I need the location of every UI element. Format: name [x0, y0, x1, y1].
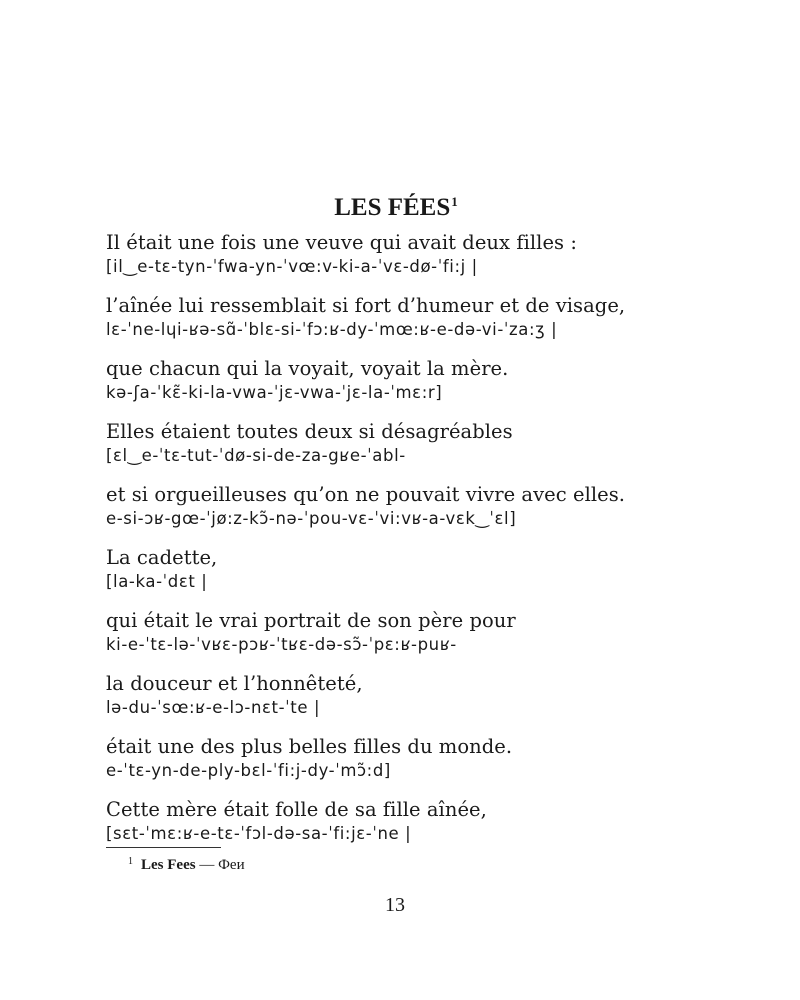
- stanza: [106, 293, 706, 341]
- ipa-line: [ɛl‿e-ˈtɛ-tut-ˈdø-si-de-za-gʁe-ˈabl-: [106, 446, 406, 465]
- footnote: [128, 852, 245, 875]
- title-footnote-mark: 1: [451, 194, 458, 209]
- french-line: l’aînée lui ressemblait si fort d’humeur et de visage,: [106, 294, 626, 317]
- stanza: [106, 419, 706, 467]
- french-line: était une des plus belles filles du monde.: [106, 735, 513, 758]
- ipa-line: [il‿e-tɛ-tyn-ˈfwa-yn-ˈvœ:v-ki-a-ˈvɛ-dø-ˈfi:j |: [106, 257, 478, 276]
- ipa-line: kə-ʃa-ˈkɛ̃-ki-la-vwa-ˈjɛ-vwa-ˈjɛ-la-ˈmɛ:r]: [106, 383, 443, 402]
- stanza: [106, 356, 706, 404]
- french-line: Il était une fois une veuve qui avait deux filles :: [106, 231, 577, 254]
- stanza: [106, 482, 706, 530]
- stanza: [106, 734, 706, 782]
- ipa-line: [la-ka-ˈdɛt |: [106, 572, 208, 591]
- french-line: qui était le vrai portrait de son père pour: [106, 609, 516, 632]
- ipa-line: lɛ-ˈne-lɥi-ʁə-sɑ̃-ˈblɛ-si-ˈfɔ:ʁ-dy-ˈmœ:ʁ-e-də-vi-ˈza:ʒ |: [106, 320, 558, 339]
- french-line: Cette mère était folle de sa fille aînée,: [106, 798, 487, 821]
- page-body: [106, 186, 706, 860]
- footnote-divider: [106, 847, 221, 848]
- page-title: [106, 186, 686, 224]
- french-line: Elles étaient toutes deux si désagréables: [106, 420, 513, 443]
- footnote-term: Les Fees: [141, 857, 196, 873]
- ipa-line: e-si-ɔʁ-gœ-ˈjø:z-kɔ̃-nə-ˈpou-vɛ-ˈvi:vʁ-a-vɛk‿ˈɛl]: [106, 509, 517, 528]
- stanza: [106, 797, 706, 845]
- stanza: [106, 608, 706, 656]
- footnote-mark: 1: [128, 856, 133, 867]
- french-line: que chacun qui la voyait, voyait la mère.: [106, 357, 509, 380]
- french-line: la douceur et l’honnêteté,: [106, 672, 363, 695]
- french-line: La cadette,: [106, 546, 218, 569]
- page-number: 13: [385, 894, 405, 916]
- ipa-line: ki-e-ˈtɛ-lə-ˈvʁɛ-pɔʁ-ˈtʁɛ-də-sɔ̃-ˈpɛ:ʁ-puʁ-: [106, 635, 457, 654]
- ipa-line: e-ˈtɛ-yn-de-ply-bɛl-ˈfi:j-dy-ˈmɔ̃:d]: [106, 761, 391, 780]
- french-line: et si orgueilleuses qu’on ne pouvait vivre avec elles.: [106, 483, 626, 506]
- stanza: [106, 671, 706, 719]
- ipa-line: [sɛt-ˈmɛ:ʁ-e-tɛ-ˈfɔl-də-sa-ˈfi:jɛ-ˈne |: [106, 824, 412, 843]
- stanza: [106, 545, 706, 593]
- stanza: [106, 230, 706, 278]
- ipa-line: lə-du-ˈsœ:ʁ-e-lɔ-nɛt-ˈte |: [106, 698, 321, 717]
- title-text: LES FÉES: [334, 194, 451, 221]
- footnote-translation: — Феи: [195, 857, 245, 873]
